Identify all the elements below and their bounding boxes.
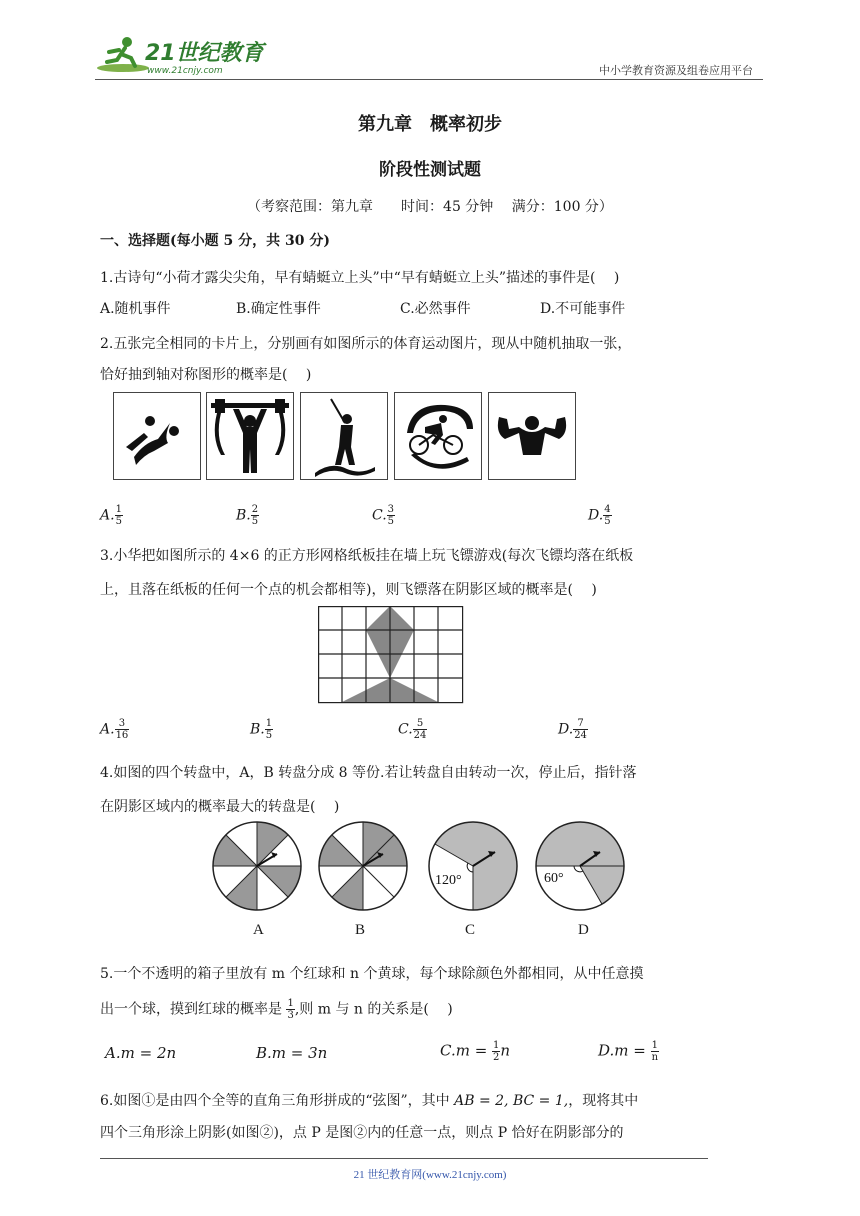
angle-label-c: 120° (435, 873, 462, 888)
spinner-d (536, 822, 624, 910)
q5-line1: 5.一个不透明的箱子里放有 m 个红球和 n 个黄球，每个球除颜色外都相同，从中任意摸 (100, 966, 644, 982)
spinner-c (429, 822, 517, 910)
wheel-label-c: C (465, 922, 476, 938)
q3-option-c: C. $\frac{5}{24}$ (398, 718, 427, 741)
bodybuilder-icon (489, 393, 575, 479)
weightlifter-icon (207, 393, 293, 479)
q2-option-d: D. $\frac{4}{5}$ (588, 504, 611, 527)
dartboard-grid-figure (318, 606, 464, 704)
q5-line2: 出一个球，摸到红球的概率是 $\frac{1}{3}$ ,则 m 与 n 的关系是( ) (100, 998, 453, 1021)
q2-option-c: C. $\frac{3}{5}$ (372, 504, 395, 527)
q5-option-b: B.m = 3n (256, 1044, 328, 1062)
volleyball-player-icon (114, 393, 200, 479)
cyclist-icon (395, 393, 481, 479)
q6-line1: 6.如图①是由四个全等的直角三角形拼成的“弦图”，其中 AB = 2, BC = 1,，现将其中 (100, 1093, 639, 1109)
footer-text: 21 世纪教育网(www.21cnjy.com) (353, 1169, 507, 1181)
q3-line1: 3.小华把如图所示的 4×6 的正方形网格纸板挂在墙上玩飞镖游戏(每次飞镖均落在纸板 (100, 548, 634, 564)
site-logo (95, 32, 270, 78)
section-heading: 一、选择题(每小题 5 分，共 30 分) (100, 233, 330, 249)
q4-line2: 在阴影区域内的概率最大的转盘是( ) (100, 799, 340, 815)
card-bodybuilding (488, 392, 576, 480)
card-volleyball (113, 392, 201, 480)
test-scope: （考察范围：第九章 时间：45 分钟 满分：100 分） (247, 199, 613, 215)
q2-option-b: B. $\frac{2}{5}$ (236, 504, 259, 527)
wheel-label-d: D (578, 922, 589, 938)
wheel-label-a: A (253, 922, 264, 938)
q4-line1: 4.如图的四个转盘中，A，B 转盘分成 8 等份.若让转盘自由转动一次，停止后，指针落 (100, 765, 637, 781)
spinner-a (213, 822, 301, 910)
q5-option-a: A.m = 2n (105, 1044, 177, 1062)
q1-option-a: A.随机事件 (100, 301, 171, 317)
chapter-title: 第九章 概率初步 (358, 114, 502, 135)
q3-option-a: A. $\frac{3}{16}$ (100, 718, 129, 741)
q2-line1: 2.五张完全相同的卡片上，分别画有如图所示的体育运动图片，现从中随机抽取一张， (100, 336, 632, 352)
card-golf (300, 392, 388, 480)
q1-option-d: D.不可能事件 (540, 301, 626, 317)
q3-option-b: B. $\frac{1}{5}$ (250, 718, 273, 741)
header-divider (95, 79, 763, 80)
q5-option-d: D.m = $\frac{1}{n}$ (598, 1040, 659, 1063)
spinner-wheels-figure (205, 818, 635, 914)
q1-option-c: C.必然事件 (400, 301, 471, 317)
header-platform-text: 中小学教育资源及组卷应用平台 (599, 64, 753, 77)
golfer-icon (301, 393, 387, 479)
runner-logo-icon (95, 32, 270, 78)
q6-line2: 四个三角形涂上阴影(如图②)，点 P 是图②内的任意一点，则点 P 恰好在阴影部分的 (100, 1125, 624, 1141)
angle-label-d: 60° (544, 871, 564, 886)
test-subtitle: 阶段性测试题 (379, 160, 481, 180)
q3-option-d: D. $\frac{7}{24}$ (558, 718, 587, 741)
q1-text: 1.古诗句“小荷才露尖尖角，早有蜻蜓立上头”中“早有蜻蜓立上头”描述的事件是( ) (100, 270, 620, 286)
logo-text: 21世纪教育 (145, 41, 264, 66)
card-weightlifting (206, 392, 294, 480)
q2-option-a: A. $\frac{1}{5}$ (100, 504, 122, 527)
q3-line2: 上，且落在纸板的任何一个点的机会都相等)，则飞镖落在阴影区域的概率是( ) (100, 582, 597, 598)
q1-option-b: B.确定性事件 (236, 301, 321, 317)
wheel-label-b: B (355, 922, 366, 938)
spinner-b (319, 822, 407, 910)
footer-divider (100, 1158, 708, 1159)
q5-option-c: C.m = $\frac{1}{2}$ n (440, 1040, 511, 1063)
logo-url: www.21cnjy.com (147, 66, 223, 76)
card-cycling (394, 392, 482, 480)
q2-line2: 恰好抽到轴对称图形的概率是( ) (100, 367, 312, 383)
